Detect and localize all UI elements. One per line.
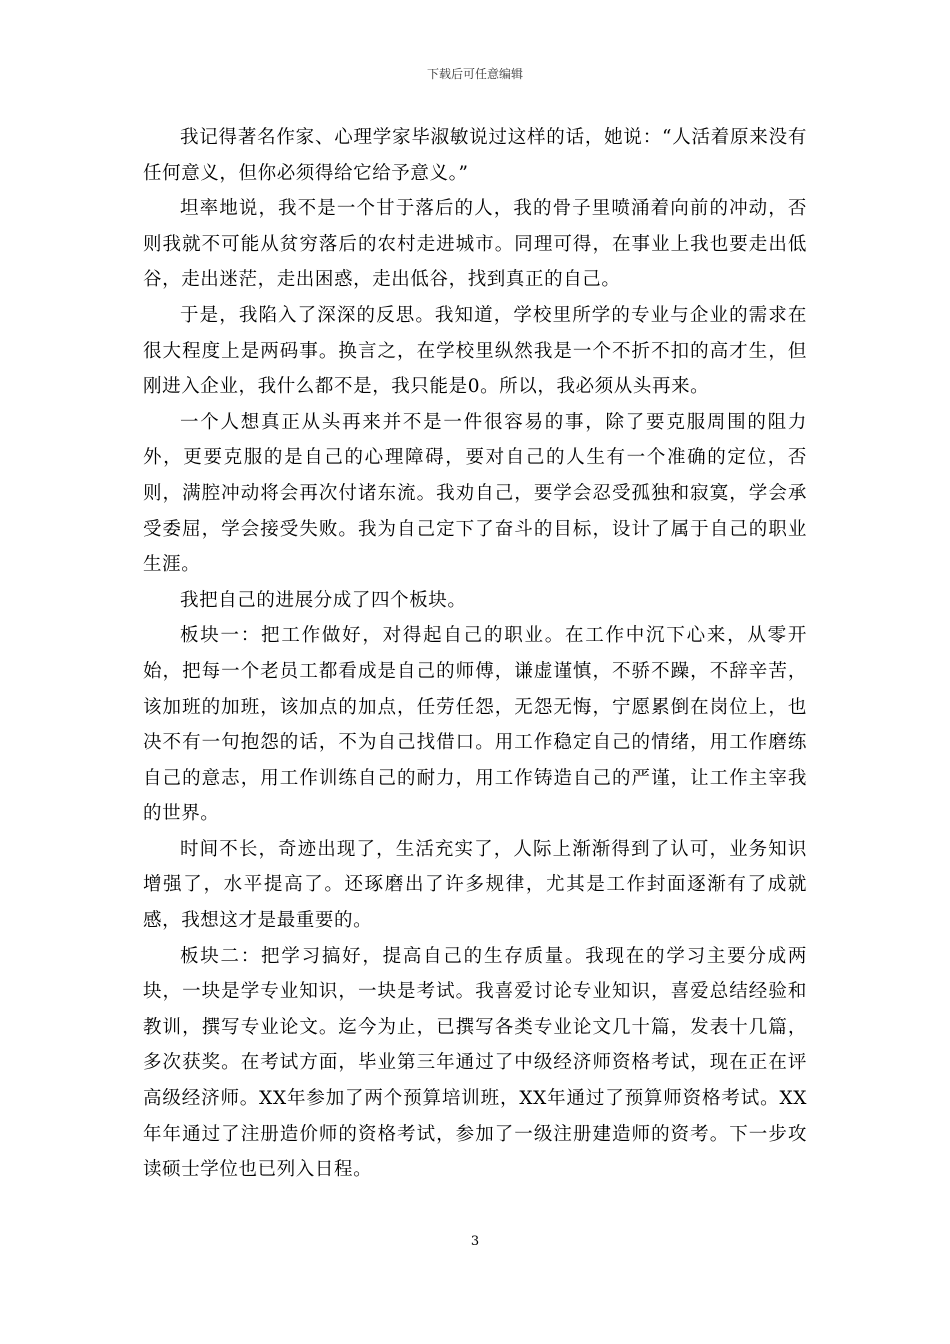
paragraph: 我记得著名作家、心理学家毕淑敏说过这样的话，她说：“人活着原来没有任何意义，但你必须得给它给予意义。” [143, 127, 807, 184]
paragraph: 时间不长，奇迹出现了，生活充实了，人际上渐渐得到了认可，业务知识增强了，水平提高了。还琢磨出了许多规律，尤其是工作封面逐渐有了成就感，我想这才是最重要的。 [143, 838, 807, 932]
paragraph: 我把自己的进展分成了四个板块。 [180, 589, 467, 611]
paragraph: 板块一：把工作做好，对得起自己的职业。在工作中沉下心来，从零开始，把每一个老员工都看成是自己的师傅，谦虚谨慎，不骄不躁，不辞辛苦，该加班的加班，该加点的加点，任劳任怨，无怨无悔，宁愿累倒在岗位上，也决不有一句抱怨的话，不为自己找借口。用工作稳定自己的情绪，用工作磨练自己的意志，用工作训练自己的耐力，用工作铸造自己的严谨，让工作主宰我的世界。 [143, 625, 807, 825]
page-number: 3 [470, 1234, 480, 1249]
header-note: 下载后可任意编辑 [426, 67, 523, 81]
paragraph: 于是，我陷入了深深的反思。我知道，学校里所学的专业与企业的需求在很大程度上是两码事。换言之，在学校里纵然我是一个不折不扣的高才生，但刚进入企业，我什么都不是，我只能是0。所以，我必须从头再来。 [143, 304, 807, 398]
paragraph: 板块二：把学习搞好，提高自己的生存质量。我现在的学习主要分成两块，一块是学专业知识，一块是考试。我喜爱讨论专业知识，喜爱总结经验和教训，撰写专业论文。迄今为止，已撰写各类专业论文几十篇，发表十几篇，多次获奖。在考试方面，毕业第三年通过了中级经济师资格考试，现在正在评高级经济师。XX年参加了两个预算培训班，XX年通过了预算师资格考试。XX年年通过了注册造价师的资格考试，参加了一级注册建造师的资考。下一步攻读硕士学位也已列入日程。 [143, 945, 807, 1181]
paragraph: 一个人想真正从头再来并不是一件很容易的事，除了要克服周围的阻力外，更要克服的是自己的心理障碍，要对自己的人生有一个准确的定位，否则，满腔冲动将会再次付诸东流。我劝自己，要学会忍受孤独和寂寞，学会承受委屈，学会接受失败。我为自己定下了奋斗的目标，设计了属于自己的职业生涯。 [143, 411, 807, 576]
paragraph: 坦率地说，我不是一个甘于落后的人，我的骨子里喷涌着向前的冲动，否则我就不可能从贫穷落后的农村走进城市。同理可得，在事业上我也要走出低谷，走出迷茫，走出困惑，走出低谷，找到真正的自己。 [143, 198, 807, 291]
document-body [143, 120, 807, 1188]
